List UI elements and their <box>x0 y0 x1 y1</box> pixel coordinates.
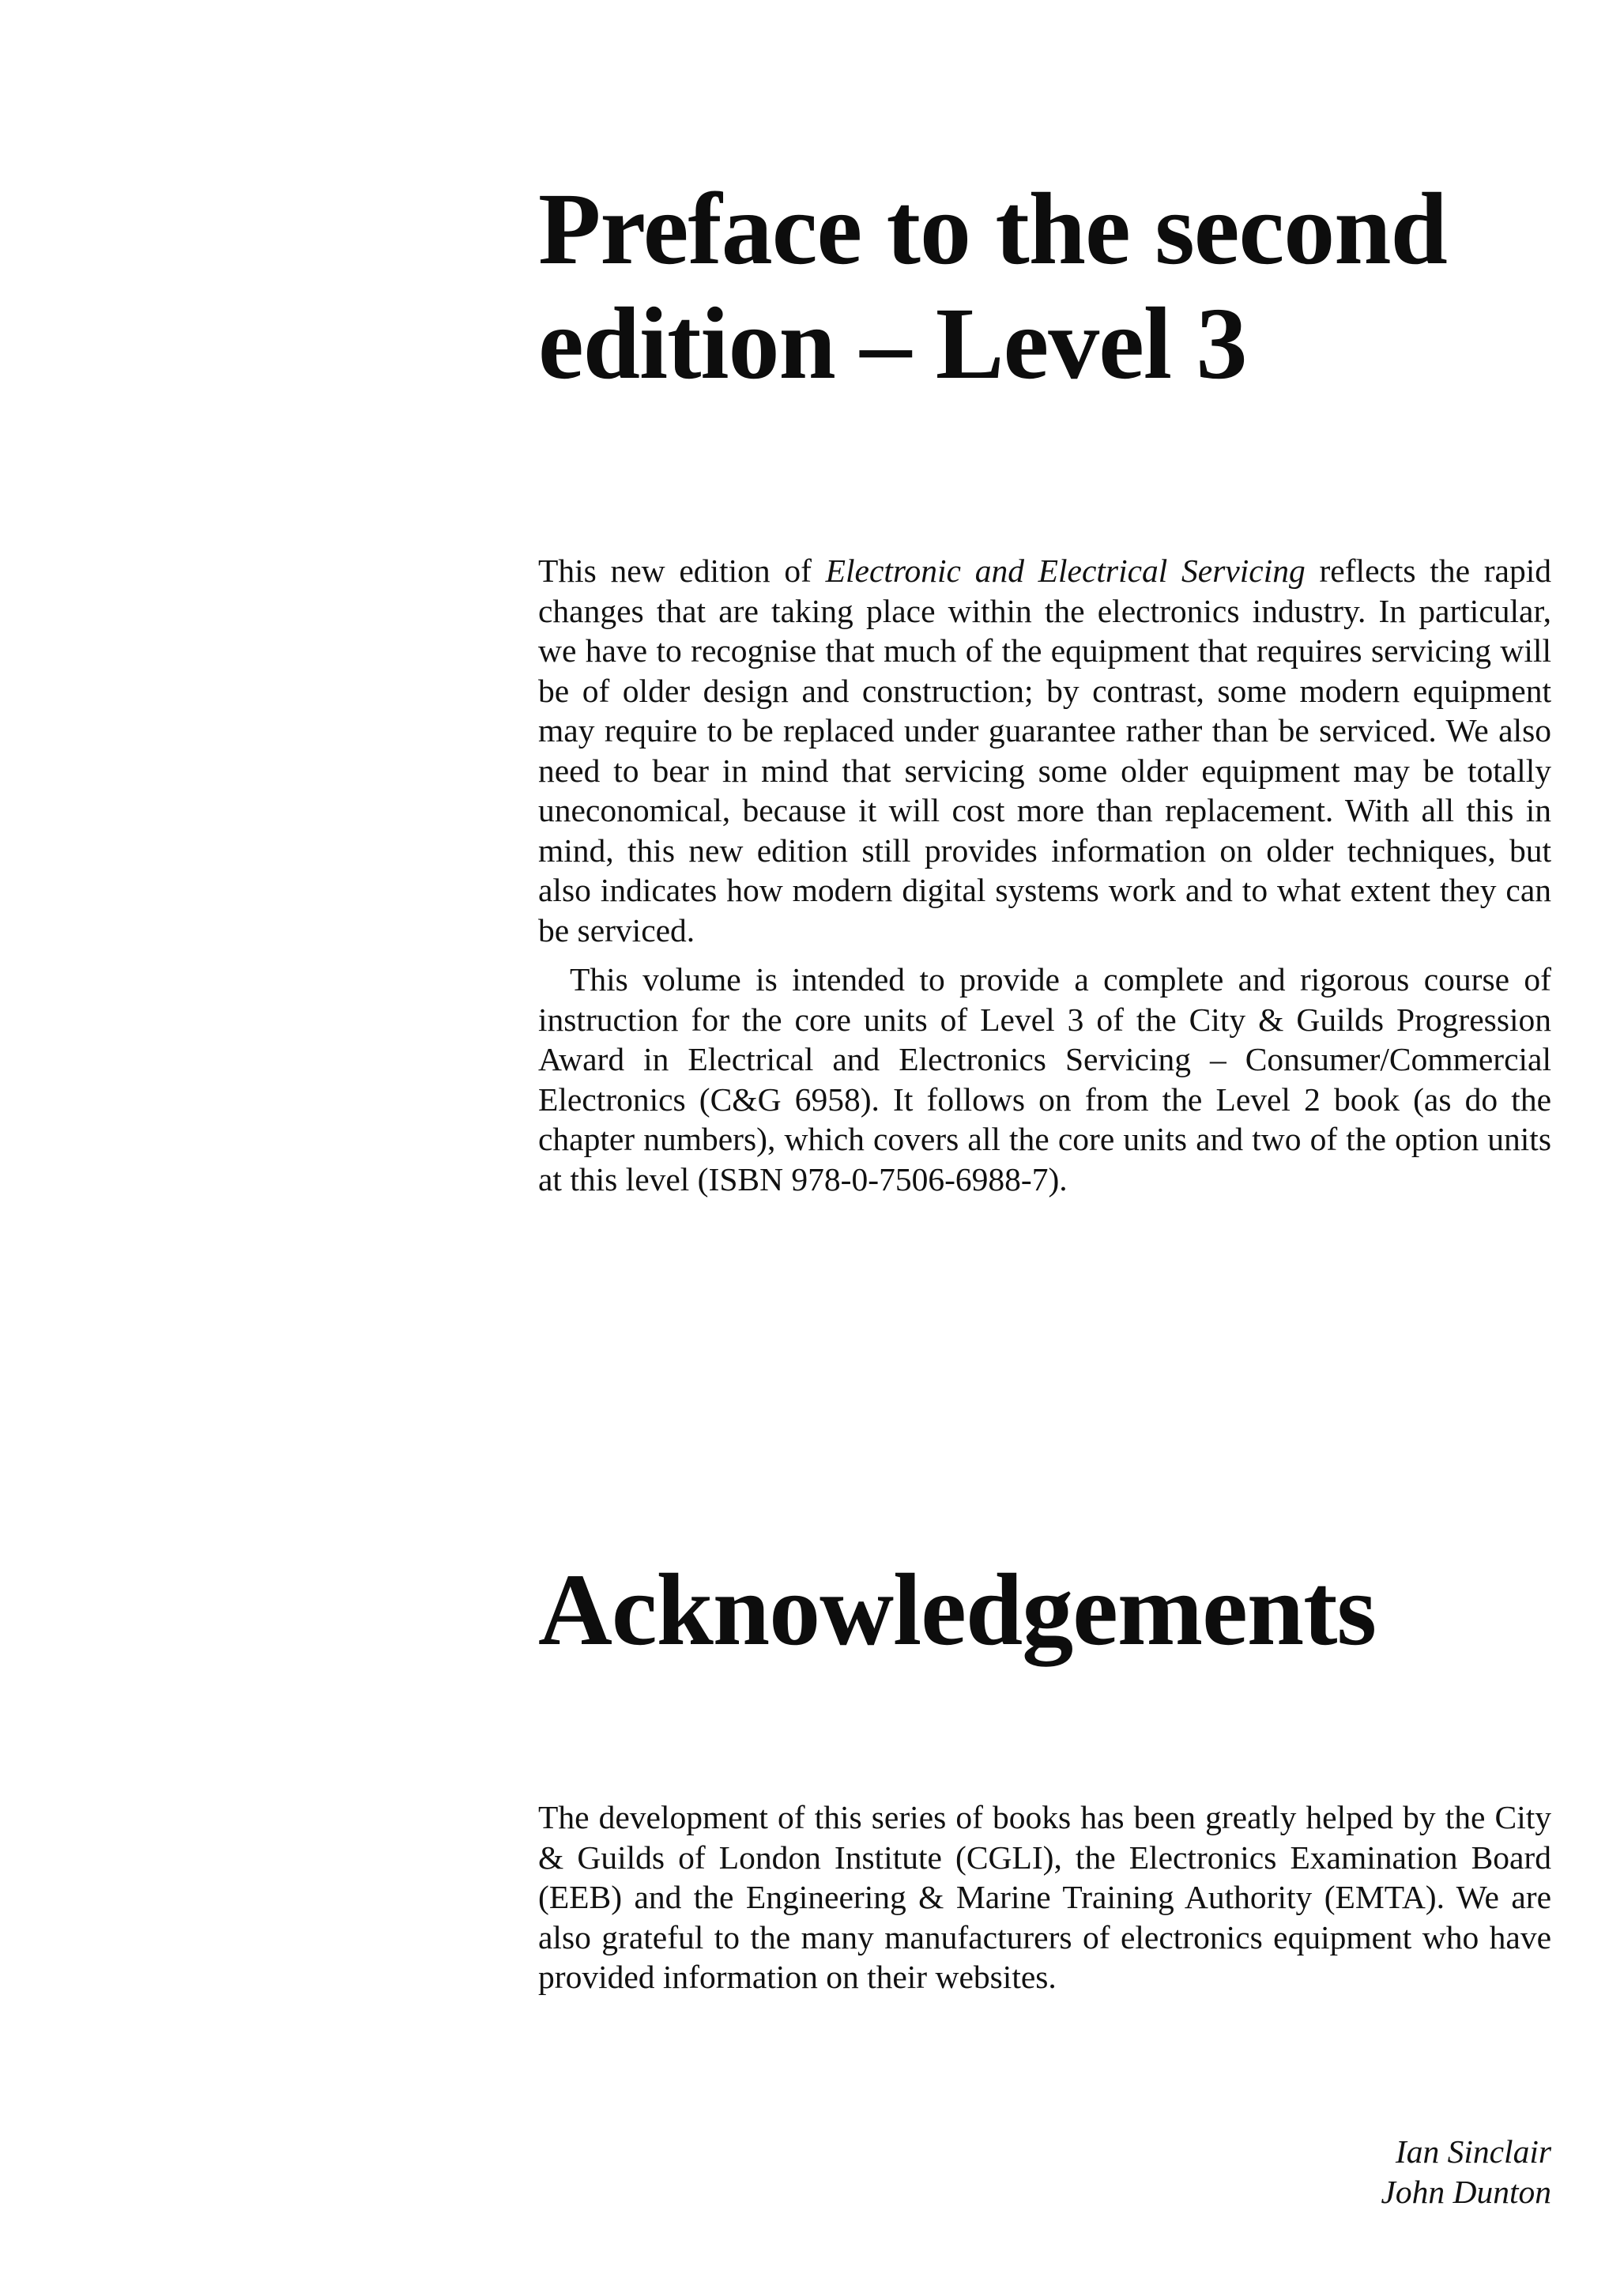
author-name: John Dunton <box>1381 2173 1551 2210</box>
preface-title-line-2: edition – Level 3 <box>538 287 1247 401</box>
preface-body <box>538 551 1551 1199</box>
preface-title <box>538 172 1551 402</box>
author-signature <box>1381 2132 1551 2212</box>
preface-paragraph-1-rest: reflects the rapid changes that are taking place within the electronics industry. In particular, we have to recognise that much of the equipment that requires servicing will be of older design and construction; by contrast, some modern equipment may require to be replaced under guarantee rather than be serviced. We also need to bear in mind that servicing some older equipment may be totally uneconomical, because it will cost more than replacement. With all this in mind, this new edition still provides information on older techniques, but also indicates how modern digital systems work and to what extent they can be serviced. <box>538 553 1552 949</box>
preface-title-line-1: Preface to the second <box>538 172 1447 286</box>
acknowledgements-body <box>538 1797 1551 1997</box>
preface-paragraph-1 <box>538 551 1551 950</box>
book-title: Electronic and Electrical Servicing <box>825 553 1306 589</box>
preface-paragraph-1-lead: This new edition of <box>538 553 826 589</box>
author-name: Ian Sinclair <box>1395 2133 1551 2170</box>
acknowledgements-title: Acknowledgements <box>538 1553 1377 1667</box>
preface-paragraph-2: This volume is intended to provide a complete and rigorous course of instruction for the core units of Level 3 of the City & Guilds Progression Award in Electrical and Electronics Servicing – Consumer/Commercial Electronics (C&G 6958). It follows on from the Level 2 book (as do the chapter numbers), which covers all the core units and two of the option units at this level (ISBN 978-0-7506-6988-7). <box>538 961 1551 1197</box>
acknowledgements-paragraph: The development of this series of books has been greatly helped by the City & Guilds of London Institute (CGLI), the Electronics Examination Board (EEB) and the Engineering & Marine Training Authority (EMTA). We are also grateful to the many manufacturers of electronics equipment who have provided information on their websites. <box>538 1799 1551 1995</box>
